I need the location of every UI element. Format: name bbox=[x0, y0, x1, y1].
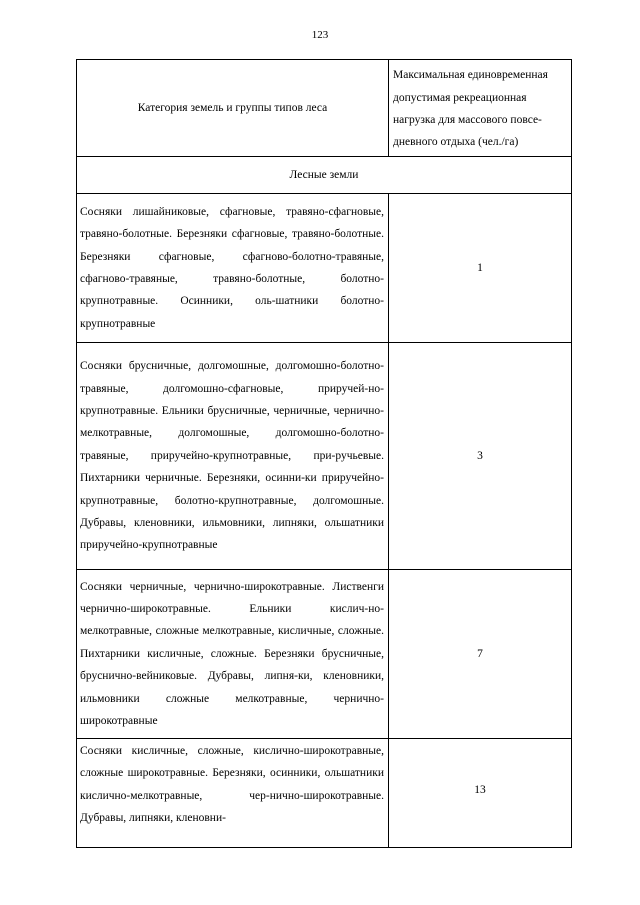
load-value-cell: 3 bbox=[389, 343, 572, 570]
table-header-row bbox=[77, 60, 572, 157]
table-row bbox=[77, 570, 572, 739]
table-row bbox=[77, 739, 572, 848]
load-value-cell: 13 bbox=[389, 739, 572, 848]
section-title: Лесные земли bbox=[77, 157, 572, 194]
header-category: Категория земель и группы типов леса bbox=[77, 60, 389, 157]
section-row bbox=[77, 157, 572, 194]
load-value-cell: 1 bbox=[389, 194, 572, 343]
table-row bbox=[77, 194, 572, 343]
forest-types-cell: Сосняки брусничные, долгомошные, долгомошно-болотно-травяные, долгомошно-сфагновые, приручей-но-крупнотравные. Ельники брусничные, черничные, чернично-мелкотравные, долгомошные, долгомошно-болотно-травяные, приручейно-крупнотравные, при-ручьевые. Пихтарники черничные. Березняки, осинни-ки приручейно-крупнотравные, болотно-крупнотравные, долгомошные. Дубравы, кленовники, ильмовники, липняки, ольшатники приручейно-крупнотравные bbox=[77, 343, 389, 570]
header-load: Максимальная единовременная допустимая рекреационная нагрузка для массового повсе-дневного отдыха (чел./га) bbox=[389, 60, 572, 157]
page-number: 123 bbox=[311, 29, 329, 41]
recreation-load-table bbox=[76, 59, 572, 848]
forest-types-cell: Сосняки кисличные, сложные, кислично-широкотравные, сложные широкотравные. Березняки, осинники, ольшатники кислично-мелкотравные, чер-нично-широкотравные. Дубравы, липняки, кленовни- bbox=[77, 739, 389, 848]
forest-types-cell: Сосняки черничные, чернично-широкотравные. Лиственги чернично-широкотравные. Ельники кислич-но-мелкотравные, сложные мелкотравные, кисличные, сложные. Пихтарники кисличные, сложные. Березняки брусничные, бруснично-вейниковые. Дубравы, липня-ки, кленовники, ильмовники сложные мелкотравные, чернично-широкотравные bbox=[77, 570, 389, 739]
table-row bbox=[77, 343, 572, 570]
load-value-cell: 7 bbox=[389, 570, 572, 739]
forest-types-cell: Сосняки лишайниковые, сфагновые, травяно-сфагновые, травяно-болотные. Березняки сфагновые, травяно-болотные. Березняки сфагновые, сфагново-болотно-травяные, сфагново-травяные, травяно-болотные, болотно-крупнотравные. Осинники, оль-шатники болотно-крупнотравные bbox=[77, 194, 389, 343]
